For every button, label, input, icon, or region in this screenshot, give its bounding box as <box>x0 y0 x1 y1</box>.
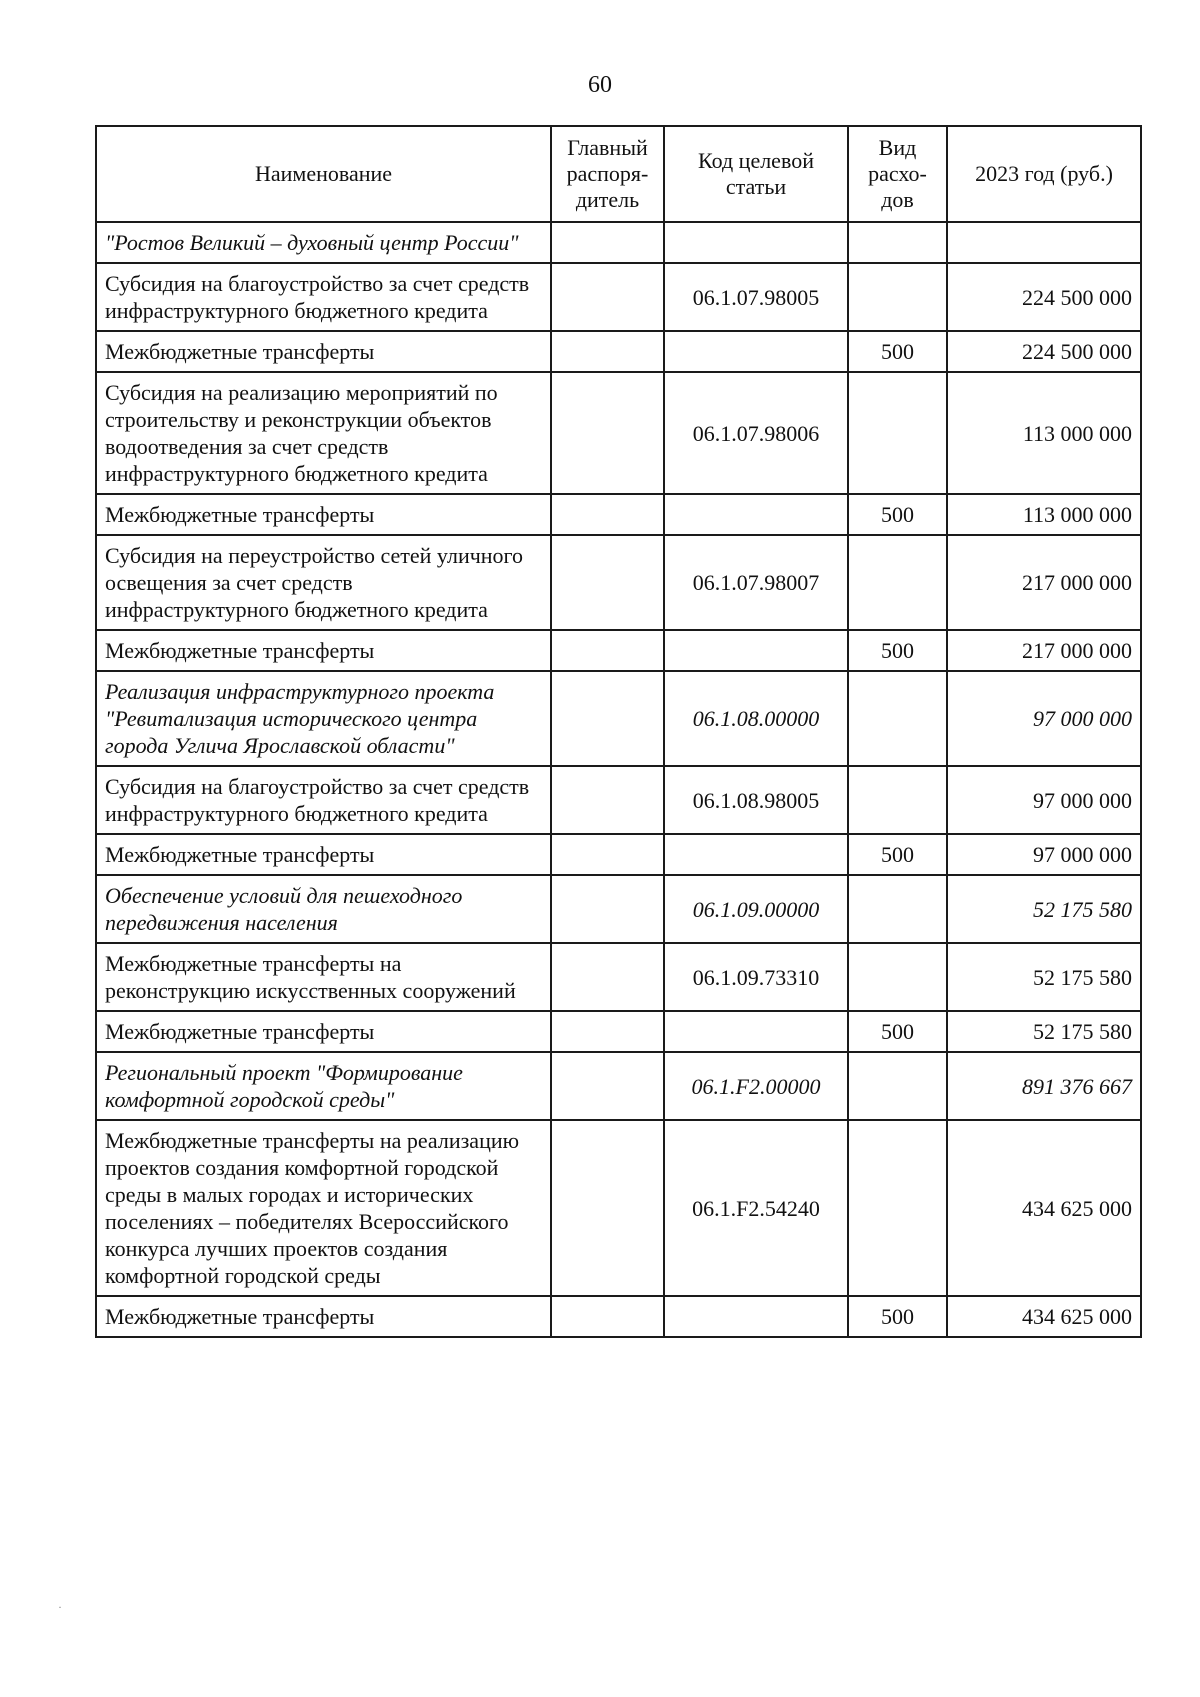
cell-main-manager <box>551 875 664 943</box>
cell-expense-type <box>848 535 947 630</box>
cell-amount: 52 175 580 <box>947 943 1141 1011</box>
cell-target-code: 06.1.08.98005 <box>664 766 848 834</box>
cell-name: Межбюджетные трансферты <box>96 331 551 372</box>
scan-marks: · <box>58 1600 62 1614</box>
header-amount: 2023 год (руб.) <box>947 126 1141 222</box>
table-row <box>96 1120 1141 1296</box>
cell-target-code: 06.1.09.73310 <box>664 943 848 1011</box>
cell-amount: 217 000 000 <box>947 630 1141 671</box>
cell-amount: 52 175 580 <box>947 1011 1141 1052</box>
cell-expense-type: 500 <box>848 630 947 671</box>
cell-expense-type <box>848 263 947 331</box>
cell-main-manager <box>551 766 664 834</box>
header-main-manager: Главный распоря-дитель <box>551 126 664 222</box>
table-row <box>96 494 1141 535</box>
cell-target-code <box>664 494 848 535</box>
cell-amount: 224 500 000 <box>947 331 1141 372</box>
table-row <box>96 671 1141 766</box>
cell-target-code: 06.1.09.00000 <box>664 875 848 943</box>
table-row <box>96 875 1141 943</box>
cell-name: Субсидия на благоустройство за счет средств инфраструктурного бюджетного кредита <box>96 766 551 834</box>
table-row <box>96 834 1141 875</box>
cell-amount: 891 376 667 <box>947 1052 1141 1120</box>
cell-name: Межбюджетные трансферты на реализацию проектов создания комфортной городской среды в малых городах и исторических поселениях – победителях Всероссийского конкурса лучших проектов создания комфортной городской среды <box>96 1120 551 1296</box>
cell-amount: 113 000 000 <box>947 372 1141 494</box>
header-target-code: Код целевой статьи <box>664 126 848 222</box>
cell-main-manager <box>551 331 664 372</box>
cell-name: Межбюджетные трансферты <box>96 630 551 671</box>
cell-target-code: 06.1.08.00000 <box>664 671 848 766</box>
table-row <box>96 766 1141 834</box>
table-row <box>96 331 1141 372</box>
cell-amount: 97 000 000 <box>947 671 1141 766</box>
cell-amount: 113 000 000 <box>947 494 1141 535</box>
cell-target-code: 06.1.07.98005 <box>664 263 848 331</box>
cell-target-code: 06.1.F2.00000 <box>664 1052 848 1120</box>
table-row <box>96 222 1141 263</box>
cell-main-manager <box>551 372 664 494</box>
table-row <box>96 630 1141 671</box>
cell-target-code <box>664 630 848 671</box>
cell-name: Обеспечение условий для пешеходного передвижения населения <box>96 875 551 943</box>
cell-main-manager <box>551 222 664 263</box>
cell-main-manager <box>551 1120 664 1296</box>
cell-amount: 217 000 000 <box>947 535 1141 630</box>
header-name: Наименование <box>96 126 551 222</box>
cell-amount: 434 625 000 <box>947 1120 1141 1296</box>
cell-target-code <box>664 834 848 875</box>
cell-expense-type <box>848 1120 947 1296</box>
cell-amount: 97 000 000 <box>947 766 1141 834</box>
cell-target-code <box>664 331 848 372</box>
cell-expense-type <box>848 943 947 1011</box>
cell-main-manager <box>551 535 664 630</box>
cell-expense-type <box>848 875 947 943</box>
cell-name: Межбюджетные трансферты <box>96 494 551 535</box>
cell-main-manager <box>551 1296 664 1337</box>
table-row <box>96 535 1141 630</box>
table-row <box>96 1296 1141 1337</box>
page-number: 60 <box>588 72 612 98</box>
cell-expense-type: 500 <box>848 834 947 875</box>
cell-name: Межбюджетные трансферты на реконструкцию искусственных сооружений <box>96 943 551 1011</box>
cell-main-manager <box>551 630 664 671</box>
cell-expense-type <box>848 1052 947 1120</box>
cell-amount: 52 175 580 <box>947 875 1141 943</box>
cell-expense-type: 500 <box>848 494 947 535</box>
cell-expense-type <box>848 671 947 766</box>
cell-main-manager <box>551 671 664 766</box>
cell-expense-type: 500 <box>848 331 947 372</box>
budget-table <box>95 125 1142 1338</box>
cell-main-manager <box>551 263 664 331</box>
cell-main-manager <box>551 1011 664 1052</box>
cell-name: Субсидия на благоустройство за счет средств инфраструктурного бюджетного кредита <box>96 263 551 331</box>
cell-name: Реализация инфраструктурного проекта "Ревитализация исторического центра города Углича Ярославской области" <box>96 671 551 766</box>
cell-main-manager <box>551 494 664 535</box>
cell-name: Межбюджетные трансферты <box>96 834 551 875</box>
cell-expense-type <box>848 222 947 263</box>
table-header-row <box>96 126 1141 222</box>
cell-main-manager <box>551 834 664 875</box>
cell-name: Субсидия на переустройство сетей уличного освещения за счет средств инфраструктурного бюджетного кредита <box>96 535 551 630</box>
table-row <box>96 1052 1141 1120</box>
cell-expense-type: 500 <box>848 1011 947 1052</box>
cell-amount <box>947 222 1141 263</box>
cell-expense-type <box>848 372 947 494</box>
cell-amount: 224 500 000 <box>947 263 1141 331</box>
cell-target-code <box>664 1296 848 1337</box>
cell-expense-type <box>848 766 947 834</box>
cell-name: "Ростов Великий – духовный центр России" <box>96 222 551 263</box>
cell-main-manager <box>551 1052 664 1120</box>
table-row <box>96 263 1141 331</box>
cell-name: Межбюджетные трансферты <box>96 1011 551 1052</box>
cell-amount: 434 625 000 <box>947 1296 1141 1337</box>
table-row <box>96 1011 1141 1052</box>
cell-target-code: 06.1.07.98007 <box>664 535 848 630</box>
cell-name: Региональный проект "Формирование комфортной городской среды" <box>96 1052 551 1120</box>
cell-name: Межбюджетные трансферты <box>96 1296 551 1337</box>
cell-target-code: 06.1.07.98006 <box>664 372 848 494</box>
header-expense-type: Вид расхо-дов <box>848 126 947 222</box>
cell-target-code <box>664 222 848 263</box>
cell-target-code <box>664 1011 848 1052</box>
cell-main-manager <box>551 943 664 1011</box>
table-row <box>96 943 1141 1011</box>
cell-name: Субсидия на реализацию мероприятий по строительству и реконструкции объектов водоотведения за счет средств инфраструктурного бюджетного кредита <box>96 372 551 494</box>
cell-amount: 97 000 000 <box>947 834 1141 875</box>
cell-target-code: 06.1.F2.54240 <box>664 1120 848 1296</box>
table-row <box>96 372 1141 494</box>
cell-expense-type: 500 <box>848 1296 947 1337</box>
